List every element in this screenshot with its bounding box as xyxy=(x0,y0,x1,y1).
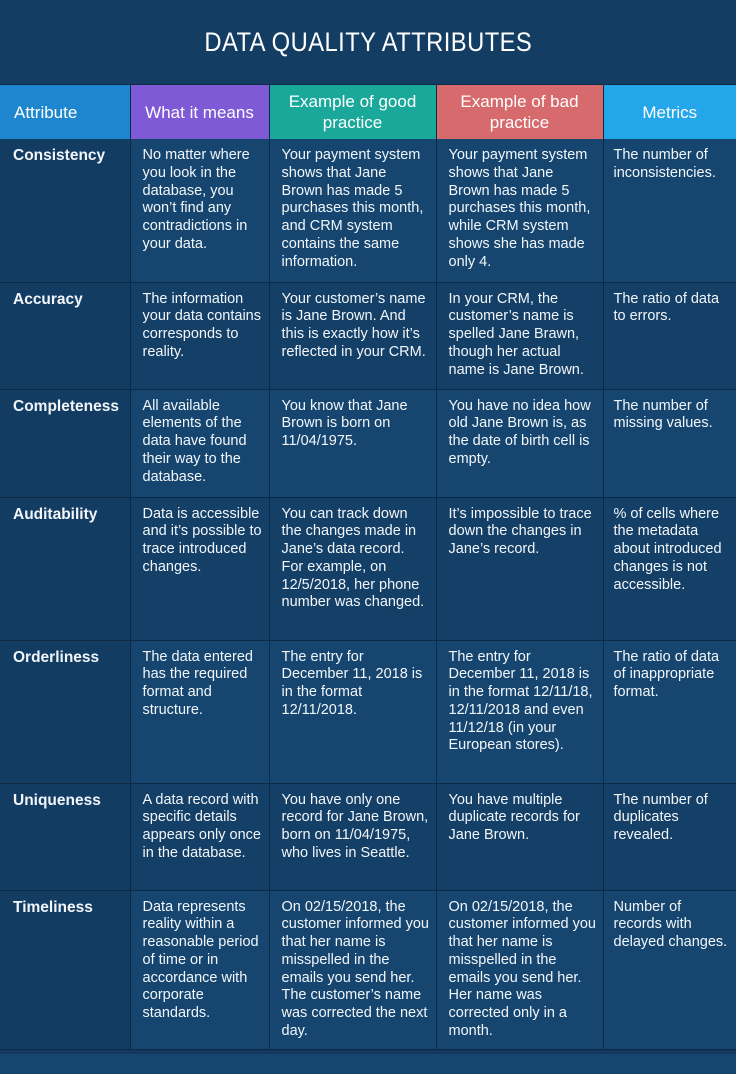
attribute-name: Accuracy xyxy=(0,282,130,389)
meaning-cell: Data is accessible and it’s possible to trace introduced changes. xyxy=(130,497,269,640)
attributes-table xyxy=(0,85,736,1050)
attribute-name: Completeness xyxy=(0,389,130,497)
header-attribute: Attribute xyxy=(0,85,130,139)
metrics-cell: Number of records with delayed changes. xyxy=(603,890,736,1049)
bad-practice-cell: In your CRM, the customer’s name is spelled Jane Brawn, though her actual name is Jane Brown. xyxy=(436,282,603,389)
header-bad-practice: Example of bad practice xyxy=(436,85,603,139)
good-practice-cell: You know that Jane Brown is born on 11/04/1975. xyxy=(269,389,436,497)
good-practice-cell: Your payment system shows that Jane Brown has made 5 purchases this month, and CRM system contains the same information. xyxy=(269,139,436,282)
footer-strip xyxy=(0,1054,736,1074)
attribute-name: Timeliness xyxy=(0,890,130,1049)
meaning-cell: A data record with specific details appears only once in the database. xyxy=(130,783,269,890)
good-practice-cell: You have only one record for Jane Brown, born on 11/04/1975, who lives in Seattle. xyxy=(269,783,436,890)
meaning-cell: All available elements of the data have found their way to the database. xyxy=(130,389,269,497)
header-metrics: Metrics xyxy=(603,85,736,139)
table-row xyxy=(0,389,736,497)
title-bar xyxy=(0,0,736,85)
metrics-cell: % of cells where the metadata about introduced changes is not accessible. xyxy=(603,497,736,640)
bad-practice-cell: You have multiple duplicate records for Jane Brown. xyxy=(436,783,603,890)
table-row xyxy=(0,282,736,389)
header-row xyxy=(0,85,736,139)
bad-practice-cell: Your payment system shows that Jane Brown has made 5 purchases this month, while CRM system shows she has made only 4. xyxy=(436,139,603,282)
meaning-cell: No matter where you look in the database, you won’t find any contradictions in your data. xyxy=(130,139,269,282)
table-row xyxy=(0,640,736,783)
bad-practice-cell: The entry for December 11, 2018 is in the format 12/11/18, 12/11/2018 and even 11/12/18 (in your European stores). xyxy=(436,640,603,783)
good-practice-cell: You can track down the changes made in Jane’s data record. For example, on 12/5/2018, her phone number was changed. xyxy=(269,497,436,640)
bad-practice-cell: On 02/15/2018, the customer informed you that her name is misspelled in the emails you send her. Her name was corrected only in a month. xyxy=(436,890,603,1049)
metrics-cell: The number of missing values. xyxy=(603,389,736,497)
header-good-practice: Example of good practice xyxy=(269,85,436,139)
good-practice-cell: On 02/15/2018, the customer informed you that her name is misspelled in the emails you send her. The customer’s name was corrected the next day. xyxy=(269,890,436,1049)
metrics-cell: The ratio of data of inappropriate format. xyxy=(603,640,736,783)
attribute-name: Consistency xyxy=(0,139,130,282)
metrics-cell: The number of inconsistencies. xyxy=(603,139,736,282)
bad-practice-cell: You have no idea how old Jane Brown is, as the date of birth cell is empty. xyxy=(436,389,603,497)
metrics-cell: The ratio of data to errors. xyxy=(603,282,736,389)
attribute-name: Uniqueness xyxy=(0,783,130,890)
metrics-cell: The number of duplicates revealed. xyxy=(603,783,736,890)
good-practice-cell: Your customer’s name is Jane Brown. And this is exactly how it’s reflected in your CRM. xyxy=(269,282,436,389)
meaning-cell: The data entered has the required format and structure. xyxy=(130,640,269,783)
bad-practice-cell: It’s impossible to trace down the changes in Jane’s record. xyxy=(436,497,603,640)
table-row xyxy=(0,783,736,890)
table-row xyxy=(0,890,736,1049)
table-row xyxy=(0,139,736,282)
meaning-cell: Data represents reality within a reasonable period of time or in accordance with corporate standards. xyxy=(130,890,269,1049)
attribute-name: Auditability xyxy=(0,497,130,640)
table-row xyxy=(0,497,736,640)
attribute-name: Orderliness xyxy=(0,640,130,783)
header-what-it-means: What it means xyxy=(130,85,269,139)
page-title: DATA QUALITY ATTRIBUTES xyxy=(204,26,532,57)
good-practice-cell: The entry for December 11, 2018 is in the format 12/11/2018. xyxy=(269,640,436,783)
meaning-cell: The information your data contains corresponds to reality. xyxy=(130,282,269,389)
